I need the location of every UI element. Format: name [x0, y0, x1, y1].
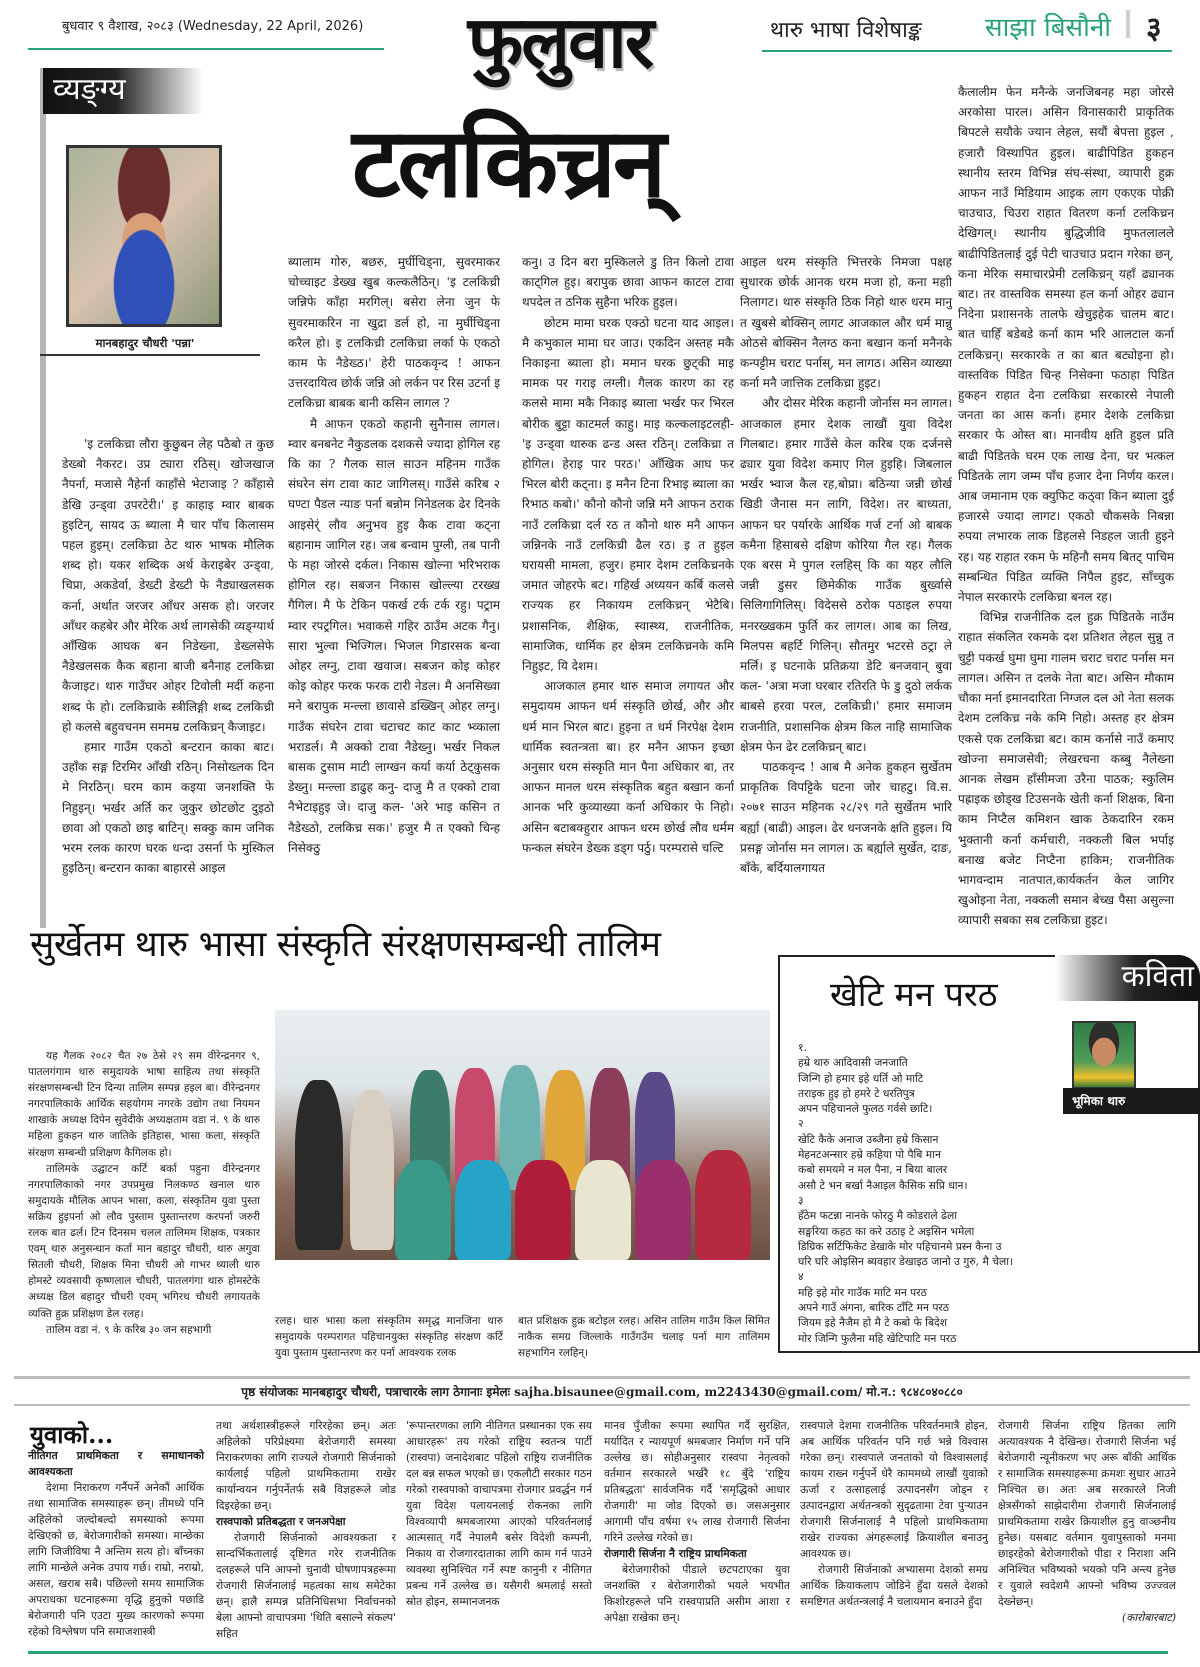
poem-line: डिग्रिक सर्टिफिकेट डेखाके मोर पहिचानमे प्रस्न कैना उ: [798, 1239, 1002, 1253]
poem-line: ४: [798, 1270, 804, 1284]
source-credit: (कारोबारबाट): [1122, 1611, 1176, 1624]
paragraph: मानव पुँजीका रूपमा स्थापित गर्दै सुरक्षित, मर्यादित र न्यायपूर्ण श्रमबजार निर्माण गर्ने पनि उल्लेख छ। सोहीअनुसार रास्वपा नेतृत्वको वर्तमान सरकारले भर्खरै १८ बुँदे 'राष्ट्रिय प्रतिबद्धता' सार्वजनिक गर्दै 'समृद्धिको आधार रोजगारी' मा जोड दिएको छ। जसअनुसार आगामी पाँच वर्षमा १५ लाख रोजगारी सिर्जना गरिने उल्लेख गरेको छ।: [604, 1419, 790, 1544]
masthead-title: फुलुवार: [467, 0, 653, 84]
poem-line: महि इहे मोर गाउँक माटि मन परठ: [798, 1285, 927, 1299]
training-group-photo: [275, 1010, 770, 1260]
poem-line: असौ टे भन बर्खा नैआइल कैसिक सप्रि धान।: [798, 1178, 968, 1192]
poem-line: जिन्गि हो हमार इहे धर्ति ओ माटि: [798, 1071, 924, 1085]
paragraph: 'रूपान्तरणका लागि नीतिगत प्रस्थानका एक सय आधारहरू' तय गरेको राष्ट्रिय स्वतन्त्र पार्टी (रास्वपा) जनादेशबाट पहिलो राष्ट्रिय राजनीतिक दल बन्न सफल भएको छ। एकलौटी सरकार गठन गरेको रास्वपाको वाचापत्रमा रोजगार प्रवर्द्धन गर्न युवा विदेश पलायनलाई रोकनका लागि विश्वव्यापी श्रमबजारमा आएको परिवर्तनलाई आत्मसात् गर्दै नेपालमै बसेर विदेशी कम्पनी, निकाय वा रोजगारदाताका लागि काम गर्न पाउने व्यवस्था सुनिश्चित गर्ने स्पष्ट कानुनी र नीतिगत प्रबन्ध गर्ने उल्लेख छ। यसैगरी श्रमलाई सस्तो स्रोत होइन, सम्मानजनक: [406, 1419, 592, 1608]
poem-line: खेटि कैके अनाज उब्जैना हम्रे किसान: [798, 1132, 939, 1146]
paragraph: कैलालीम फेन मनैन्के जनजिबनह महा जोरसे अरकोसा पारल। असिन विनासकारी प्राकृतिक बिपटले सयौके ज्यान लेहल, सयौं बेपत्ता हुइल , हजारौ विस्थापित हुइल। बाढीपिडित हुकहन स्थानीय स्तरम विभिन्न संघ-संस्था, व्यापारी हुक्र आफन नाउँ मिडियाम आइक लाग एकएक पोक्री चाउचाउ, चिउरा राहात वितरण कर्ना टलकिच्रन देखिगल्। स्थानीय बुद्धिजीवि मुफतलालले बाढीपिडितलाई दुई पेटी चाउचाउ प्रदान गरेका छन्, कना मेरिक समाचारप्रेमी टलकिच्रन् यहाँ ढ्यानक बाट। तर वास्तविक समस्या हल कर्ना ओहर ढ्यान निदेना प्रशासनके तालफे खेचुइहेक चालम बाट। बात चाहिँ बडेबडे कर्ना काम भरि आलटाल कर्ना टलकिच्रन्। सरकारके त का बात बट्योइना हो। वास्तविक पिडित चिन्ह निसेक्ना फठाहा पिडित हुकहन राहात देना टलकिच्रा सरकारसे नेपाली जनता का आस कर्ना। हमार देशके टलकिच्रा सरकार फे ओस्त बा। मानवीय क्षति हुइल प्रति बाढी पिडितके घरम एक लाख देना, घर भत्कल पिडितके लाग जम्म पाँच हजार देना निर्णय करल। आब जमानाम एक क्युफिट कठ्वा किन ब्याला दुई हजारसे ज्यादा लागट। एकठो चौकसके निबन्ना रुपया लभारक लाक डिहलसे निडहल जाती हुइने रह। यह राहात रकम फे महिनौ समय बितट् पाचिम सम्बन्धित पिडित व्यक्ति निपैल हुइट, साँच्चुक नेपाल सरकारफे टलकिच्रा बनल रह।: [958, 85, 1174, 605]
poem-line: २: [798, 1117, 804, 1131]
youth-column-1: [28, 1448, 204, 1640]
youth-column-4: [604, 1418, 790, 1626]
poem-line: हँठेम फटन्ना नानके फोरठु मै कोडराले ढेला: [798, 1209, 958, 1223]
header-rule-left: [28, 48, 384, 50]
poet-photo: [1072, 1021, 1136, 1089]
youth-column-3: [406, 1418, 592, 1610]
section-label-poem: कविता: [1055, 955, 1200, 1001]
poem-line: अपन पहिचानले फुलठ गर्वसे छाटि।: [798, 1102, 933, 1116]
training-headline: सुर्खेतम थारु भासा संस्कृति संरक्षणसम्बन्धी तालिम: [30, 924, 661, 965]
satire-column-2: [288, 252, 500, 858]
paragraph: रास्वपाले देशमा राजनीतिक परिवर्तनमात्रै होइन, अब आर्थिक परिवर्तन पनि गर्छ भन्ने विश्वास गरेका छन्। रास्वपाले जनताको यो विश्वासलाई कायम राख्न गर्नुपर्ने धेरै काममध्ये लाखौं युवाको ऊर्जा र उत्साहलाई उत्पादनसँग जोड्न र उत्पादनद्वारा अर्थतन्त्रको सुदृढतामा टेवा पुऱ्याउन रोजगारी सिर्जनालाई नै पहिलो प्राथमिकतामा राखेर राज्यका अंगहरूलाई क्रियाशील बनाउनु आवश्यक छ।: [800, 1419, 988, 1560]
paragraph: तालिमके उद्घाटन कर्टि बर्का पहुना वीरेन्द्रनगर नगरपालिकाको नगर उपप्रमुख निलकण्ठ खनाल थारु समुदायके मौलिक आपन भासा, कला, संस्कृतिम युवा पुस्ता सक्रिय हुइपर्ना ओ लौव पुस्ताम पुस्तान्तरण करपर्ना जरुरी रलक बात ढर्ल। टिन दिनसम चलल तालिमम शिक्षक, पत्रकार एवम् थारु अनुसन्धान कर्ता मान बहादुर चौधरी, थारु अगुवा सितली चौधरी, शिक्षक मिना चौधरी ओ गाभर थ्याली थारु होमस्टे व्यवसायी कृष्णलाल चौधरी, पातलगंगा थारु होमस्टेके अध्यक्ष डिल बहादुर चौधरी एवम् भगिरथ चौधरी लगायतके व्यक्ति हुक्र प्रशिक्षण डेल रलह।: [28, 1162, 260, 1320]
paragraph: आजकाल हमार थारु समाज लगायत और समुदायम आफन धर्म संस्कृति छोर्ख, और और धर्म मान भिरल बाट। हुइना त धर्म निरपेक्ष देशम धार्मिक स्वतन्त्रता बा। हर मनैन आफन इच्छा अनुसार धरम संस्कृति मान पैना अधिकार बा, तर आफन मानल धरम संस्कृतिक बहुत बखान कर्ना आनक भरि कुव्याख्या कर्ना अधिकार फे निहो। असिन बटाबक्हुरार आफन धरम छोर्ख लौव धर्मम फन्कल संघरेन डेख्क डड्ग पर्ठु। परम्परासे चल्टि: [522, 679, 734, 855]
bottom-rule: [28, 1651, 1168, 1654]
paragraph: पाठकवृन्द ! आब मै अनेक हुकहन सुर्खेतम प्राकृतिक विपट्टिके घटना जोर चाहटु। वि.स. २०७१ साउन महिनक २८/२९ गते सुर्खेतम भारि बर्ह्या (बाढी) आइल। ढेर धनजनके क्षति हुइल। यि प्रसङ्ग जोर्नास मन लागल। ऊ बर्ह्याले सुर्खेत, दाङ, बाँके, बर्दियालगायत: [740, 760, 952, 876]
paragraph: यह गैलक २०८२ चैत २७ ठेसे २९ सम वीरेन्द्रनगर ९, पातलगंगाम थारु समुदायके भाषा साहित्य तथा संस्कृति संरक्षणसम्बन्धी टिन दिन्या तालिम सम्पन्न हइल बा। वीरेन्द्रनगर नगरपालिकाके आर्थिक सहयोगम नगरके उद्योग तथा नियमन शाखाके अध्यक्ष दिपेन सुवेदीके अध्यक्षताम वडा नं. ९ के थारु महिला हुकहन थारु जातिके इतिहास, भासा कला, संस्कृति संरक्षण सम्बन्धी प्रशिक्षण कैगिलक हो।: [28, 1050, 260, 1159]
poem-line: कबो समयमे न मल पैना, न बिया बालर: [798, 1163, 948, 1177]
author-byline: मानबहादुर चौधरी 'पन्ना': [95, 336, 195, 350]
paragraph: बात प्रशिक्षक हुक्र बटोइल रलह। असिन तालिम गाउँम किल सिमित नाकैक समग्र जिल्लाके गाउँगउँम चलाइ पर्ना माग तालिमम सहभागिन रलहिन्।: [518, 1315, 770, 1360]
paragraph: रोजगारी सिर्जनाको आवश्यकता र सान्दर्भिकतालाई दृष्टिगत गरेर राजनीतिक दलहरूले पनि आफ्नो चुनावी घोषणापत्रहरूमा रोजगारी सिर्जनालाई महत्वका साथ समेटेका छन्। हालै सम्पन्न प्रतिनिधिसभा निर्वाचनको बेला आफ्नो वाचापत्रमा 'थिति बसाल्ने संकल्प' सहित: [216, 1531, 396, 1640]
satire-column-5: [958, 82, 1174, 931]
youth-column-5: [800, 1418, 988, 1610]
paragraph: रोजगारी सिर्जनाको अभ्यासमा देशको समग्र आर्थिक क्रियाकलाप जोडिने हुँदा यसले देशको समष्टिगत अर्थतन्त्रलाई नै चलायमान बनाउने हुँदा: [800, 1563, 988, 1608]
satire-column-4: [740, 252, 952, 878]
youth-column-2: [216, 1418, 396, 1642]
paragraph: रलह। थारु भासा कला संस्कृतिम समृद्ध मानजिना थारु समुदायके परम्परागत पहिचानयुक्त संस्कृतिह संरक्षण कर्टि युवा पुस्ताम पुस्तान्तरण कर पर्ना आवश्यक रलक: [275, 1315, 503, 1360]
training-column-1: [28, 1048, 260, 1338]
poem-line: हम्रे थारु आदिवासी जनजाति: [798, 1056, 908, 1070]
poem-line: मेहनटअन्सार हम्रे कहिया पो पैबि मान: [798, 1148, 941, 1162]
issue-date: बुधवार ९ वैशाख, २०८३ (Wednesday, 22 April, 2026): [62, 19, 364, 34]
special-issue-label: थारु भाषा विशेषाङ्क: [770, 18, 922, 43]
poem-line: अपने गाउँ अंगना, बारिक टाँटि मन परठ: [798, 1301, 949, 1315]
paragraph: छोटम मामा घरक एक्ठो घटना याद आइल। मै कभुकाल मामा घर जाउ। एकदिन अस्तह मकै निकाइना ब्याला हो। ममान घरक छुट्की माइ मामक पर गराइ लग्ली। गैलक कारण का रह कलसे मामा मकै निकाइ ब्याला भर्खर फर भिरल बोरीक बुट्टा काटमर्ल काहु। माइ कल्कलाइटलही- 'इ उन्ड्वा थारुक ढन्ड अस्त रठिन्। टलकिच्रा त होगिल। हेराइ पार परठ।' आँखिक आघ फर भिरल बोरी कट्ना। इ मनैन टिना रिभाइ ब्याला का रिभाठ कबो।' कौनो कौनो जन्नि मनै आफन ठराक नाउँ टलकिच्रा दर्ल रठ त कौनो थारु मनै आफन जन्निनके नाउँ टलकिच्री ढैल रठ। इ त हुइल घरायसी मामला, हजुर। हमार देशम टलकिच्रनके जमात जोहरफे बट। गहिर्ख अध्ययन कर्बि कलसे राज्यक हर निकायम टलकिच्रन् भेटैबि। प्रशासनिक, शैक्षिक, स्वास्थ्य, राजनीतिक, सामाजिक, धार्मिक हर क्षेत्रम टलकिच्रनके कमि निहुइट, यि देशम।: [522, 315, 734, 674]
poem-line: तराइक हुइ हो हमरे टे धरतिपुत्र: [798, 1086, 915, 1100]
page-separator: [1126, 10, 1130, 38]
paragraph: हमार गाउँम एकठो बन्टरान काका बाट। उहाँक सङ्ग टिरमिर आँखी रठिन्। निसोख्लक दिन मे निरठिन्। घरम काम कइया जनशक्ति फे निहुइन्। भर्खर अर्ति कर जुकुर छोटछोट दुइठो छावा ओ एकठो छाइ बाटिन्। सक्कु काम जनिक भरम रलक कारण घरक धन्दा उसर्ना फे मुस्किल हुइठिन्। बन्टरान काका बाहारसे आइल: [62, 740, 274, 876]
paragraph: 'इ टलकिच्रा लौरा कुछुबन लेह पठैबो त कुछ डेख्बो नैकरट। उप्र ट्यारा रठिस्। खोजखाज नैपर्ना, मजासे नैहेर्ना काहाँसे भेटाजाइ ? काँहासे डेखि उन्ड्वा उपरटेरी।' इ काहाइ म्वार बाबक हुइटिन्, सायद ऊ ब्याला मै चार पाँच किलासम पहल हुइम्। टलकिच्रा ठेट थारु भाषक मौलिक शब्द हो। यकर शब्दिक अर्थ केराइबेर उन्ड्वा, चिप्रा, अकडेर्वा, डेख्टी डेख्टी फे नैड्याखलसक कर्ना, अर्थात जरजर आँधर असक हो। जरजर आँधर कहबेर और मेरिक अर्थ लागसेकी व्यङ्ग्यार्थ आँखिक आघक बन निडेख्ना, डेख्लसेफे नैडेखलसक कैक बहाना बाजी बनैनाह टलकिच्रा कैजाइट। थारु गाउँघर ओहर टिवोली मर्दी कहना शब्द फे हो। टलकिच्राके स्त्रीलिङ्गी शब्द टलकिच्री हो कलसे बहुवचनम सममम्र टलकिच्रन् कैजाइट।: [62, 437, 274, 734]
section-side-bar: [40, 68, 46, 928]
paragraph: आइल धरम संस्कृति भित्तरके निमजा पक्षह सुधारक छोर्क आनक धरम मजा हो, कना महाी निलागट। थारु संस्कृति ठिक निहो थारु धरम मानु त खुबसे बोक्सिन् लागट आजकाल और धर्म मान्नु ओठसे बोक्सिन नैलग्ठ कना बखान कर्ना मनैनके कन्पट्टीम चराट पर्नास्, मन लागठ। असिन व्याख्या कर्ना मनै जात्तिक टलकिच्रा हुइट।: [740, 255, 952, 391]
poem-line: जियम इहे नैजैम हो मै टे कबो फे बिदेश: [798, 1316, 947, 1330]
paragraph: तथा अर्थशास्त्रीहरूले गरिरहेका छन्। अतः अहिलेको परिप्रेक्ष्यमा बेरोजगारी समस्या निराकरणका लागि राज्यले रोजगारी सिर्जनाको कार्यलाई पहिलो प्राथमिकतामा राखेर कार्यान्वयन गर्नुपर्नेतर्फ सबै विज्ञहरूले जोड दिइरहेका छन्।: [216, 1419, 396, 1512]
section-label-satire: व्यङ्ग्य: [43, 68, 203, 114]
header-rule-right: [762, 50, 1172, 52]
poem-line: सङ्घरिया कहठ का करे उठाइ टे अइसिन भमेला: [798, 1224, 975, 1238]
poem-line: घरि घरि ओइसिन ब्यवहार डेखाइठ जानो उ गुरु, मै चेला।: [798, 1255, 1014, 1269]
page-credits: पृष्ठ संयोजकः मानबहादुर चौधरी, पत्राचारके लाग ठेगानाः इमेलः sajha.bisaunee@gmail.com, m2243430@gmail.com/ मो.न.: ९८४८०४०८८०: [14, 1376, 1190, 1406]
poem-line: मोर जिन्गि फुलैना महि खेटिपाटि मन परठ: [798, 1331, 957, 1345]
brand-name: साझा बिसौनी: [985, 13, 1112, 43]
paragraph: देशमा निराकरण गर्नैपर्ने अनेकौं आर्थिक तथा सामाजिक समस्याहरू छन्। तीमध्ये पनि अहिलेको जल्दोबल्दो समस्याको रूपमा देखिएको छ, बेरोजगारीको समस्या। मान्छेका लागि जिजीविषा नै अन्तिम सत्य हो। बाँच्नका लागि मान्छेले अनेक उपाय गर्छ। राम्रो, नराम्रो, असल, खराब सबै। पछिल्लो समय सामाजिक अपराधका घटनाहरूमा वृद्धि हुनुको पछाडि बेरोजगारी पनि एउटा मुख्य कारणको रूपमा रहेको विश्लेषण पनि समाजशास्त्री: [28, 1481, 204, 1638]
article-headline: टलकिच्रन्: [352, 107, 664, 219]
satire-column-3: [522, 252, 734, 858]
poem-line: ३: [798, 1193, 804, 1207]
poet-name: भूमिका थारु: [1072, 1094, 1126, 1108]
subheading: रास्वपाको प्रतिबद्धता र जनअपेक्षा: [216, 1515, 346, 1528]
continued-article-title: युवाको...: [30, 1420, 114, 1449]
subheading: रोजगारी सिर्जना नै राष्ट्रिय प्राथमिकता: [604, 1547, 747, 1560]
page-number: ३: [1146, 11, 1162, 46]
poem-text: [798, 1040, 1058, 1346]
byline-rule: [40, 354, 260, 356]
author-photo: [66, 145, 222, 327]
satire-column-1: [62, 434, 274, 878]
paragraph: और दोसर मेरिक कहानी जोर्नास मन लागल। आजकाल हमार देशक लाखौं युवा विदेश गिलबाट। हमार गाउँसे केल करिब एक दर्जनसे ढ्यार युवा विदेश कमाए गिल हुइहि। जिबलाल भर्खर भ्वाज कैल रह,बोप्रा। बठिन्या जन्नी छोर्ख खिडी जैनास मन लागि, विदेश। तर बाध्यता, आफन घर पर्यारके आर्थिक गर्ज टर्ना ओ बाबक कमैना हिसाबसे दक्षिण कोरिया गैल रह। गैलक एक बरस मे पुगल रलहिस् कि का यहर लौलि जन्नी डुसर छिमेकीक गाउँक बुर्ख्वासे सिलिगागिलिस्। विदेससे ठरोक पठाइल रुपया मनरख्खकम फुर्ति कर लागल। आब का लिख, मिलपस बहर्टि गिलिन्। सौतमुर भटरसे ठट्रा ले मर्लि। इ घटनाके प्रतिक्रया डेटि बनजवान् बुवा कल- 'अत्रा मजा घरबार रतिरति फे डु दुठो लर्कक बाबसे हरवा परल, टलकिच्री।' हमार समाजम राजनीति, प्रशासनिक क्षेत्रम किल नाहि सामाजिक क्षेत्रम फेन ढेर टलकिच्रन् बाट।: [740, 396, 952, 754]
paragraph: तालिम वडा नं. ९ के करिब ३० जन सहभागी: [46, 1323, 212, 1336]
paragraph: बेरोजगारीको पीडाले छटपटाएका युवा जनशक्ति र बेरोजगारीको भयले भयभीत किशोरहरूले पनि रास्वपाप्रति असीम आशा र अपेक्षा राखेका छन्।: [604, 1563, 790, 1624]
poem-line: १.: [798, 1041, 807, 1054]
subheading: नीतिगत प्राथमिकता र समाधानको आवश्यकता: [28, 1449, 204, 1478]
paragraph: मै आफन एकठो कहानी सुनैनास लागल। म्वार बनबनेट नैकुडलक दशकसे ज्यादा होगिल रह कि का ? गैलक साल साउन महिनम गाउँक संघरेन संग टावा काट जागिलस्। गाउँसे करिब २ घण्टा पैडल न्याङ पर्ना बन्नोम निनेडलक ढेर दिनके आइसेर्ं लौव अनुभव हुइ कैक टावा कट्ना बहानाम जागिल रह। जब बन्वाम पुग्ली, तब पानी फे महा जोरसे दर्कल। निकास खोल्ना भरिभराक होगिल रह। सबजन निकास खोल्ल्या टरख्ख गैगिल। मै फे टेकिन पकर्ख टर्क टर्क रहु। पट्राम म्वार रपट्रगिल। भवाकसे गहिर ठाउँम अटक गैनु। सारा भुल्वा भिज्गिल। भिजल गिडारसक बन्वा ओहर लग्नु, टावा खवाज। सबजन कोइ कोहर कोइ कोहर फरक फरक टारी नेडल। मै अनसिख्वा मने बरापुक मन्ल्ला छावासे डख्खिन् ओहर लग्नु। गाउँक संघरेन टावा चटाचट काट काट भ्व्काला भराडर्ल। मै अक्को टावा नैडेख्नु। भर्खर निकल बासक टुसाम माटी लाग्खन कर्या कर्या ठेट्कुसक डेख्नु। मन्ल्ला डाढुह कनु- दाजु मै त एक्को टावा नैभेटाइहुइ जे। दाजु कल- 'अरे भाइ कसिन त नैडेख्ठो, टलकिच्र सक।' हजुर मै त एक्को चिन्ह निसेक्ठु: [288, 416, 500, 855]
paragraph: कनु। उ दिन बरा मुस्किलले डु तिन किलो टावा काट्गिल हुइ। बरापुक छावा आफन काटल टावा थपदेल त ठनिक सुहैना भरिक हुइल।: [522, 255, 734, 310]
paragraph: विभिन्न राजनीतिक दल हुक्र पिडितके नाउँम राहात संकलित रकमके दश प्रतिशत लेहल सुन्नु त चुट्टी पकर्ख घुमा घुमा गालम चराट चराट पर्नास मन लागल। असिन त दलके नेता बाट। असिन मौकाम चौका मर्ना इमानदारिता निग्जल दल ओ नेता सलक देशम टलकिच्र नके कमि निहो। अस्तह हर क्षेत्रम एकसे एक टलकिच्रा बट। काम कर्नासे नाउँ कमाए खोज्ना समाजसेवी; लेखरचना कब्बु नैलेख्ना आनक लेखम हाँसीमजा उरैना पाठक; स्कुलिम पह्राइक छोड्ख टिउसनके खेती कर्ना शिक्षक, बिना काम निप्टैल कमिशन खाक ठेकदारिन रकम भुक्तानी कर्ना कर्मचारी, नक्कली बिल भर्पाइ बनाख बजेट निप्टैना हाकिम; राजनीतिक भागवन्दाम नातपात,कार्यकर्तन केल जागिर खुओइना नेता, नक्कली समान बेच्ख पैसा असुल्ना व्यापारी सबका सब टलकिच्रा हुइट।: [958, 610, 1174, 928]
training-column-3: [518, 1313, 770, 1361]
paragraph: रोजगारी सिर्जना राष्ट्रिय हितका लागि अत्यावश्यक नै देखिन्छ। रोजगारी सिर्जना भई बेरोजगारी न्यूनीकरण भए अरू बाँकी आर्थिक र सामाजिक समस्याहरूमा क्रमशः सुधार आउने निश्चित छ। अतः अब सरकारले निजी क्षेत्रसँगको साझेदारीमा रोजगारी सिर्जनालाई प्राथमिकतामा राखेर क्रियाशील हुनु वाञ्छनीय हुनेछ। यसबाट वर्तमान युवापुस्ताको मनमा छाइरहेको बेरोजगारीको पीडा र निराशा अनि अनिश्चित भविष्यको भयको पनि अन्त्य हुनेछ र युवाले स्वदेशमै आफ्नो भविष्य उज्ज्वल देख्नेछन्।: [998, 1419, 1176, 1608]
training-column-2: [275, 1313, 503, 1361]
youth-column-6: [998, 1418, 1176, 1626]
paragraph: ब्यालाम गोरु, बछरु, मुर्घीचिड्ना, सुवरमाकर चोच्चाइट डेख्ख खुब कल्कलैठिन्। 'इ टलकिच्री जन्निफे काँहा मरगिल्। बसेरा लेना जुन फे सुवरमाकरिन ना खुद्रा डर्ल हो, ना मुर्घीचिड्ना करैल हो। इ टलकिच्री टलकिच्रा लर्का फे एकठो काम फे नैडेख्ठ।' हेरी पाठकवृन्द ! आफन उत्तरदायित्व छोर्क जन्नि ओ लर्कन पर रिस उटर्ना इ टलकिच्रा बाबक बानी कसिन लागल ?: [288, 255, 500, 411]
poem-title: खेटि मन परठ: [830, 975, 998, 1015]
